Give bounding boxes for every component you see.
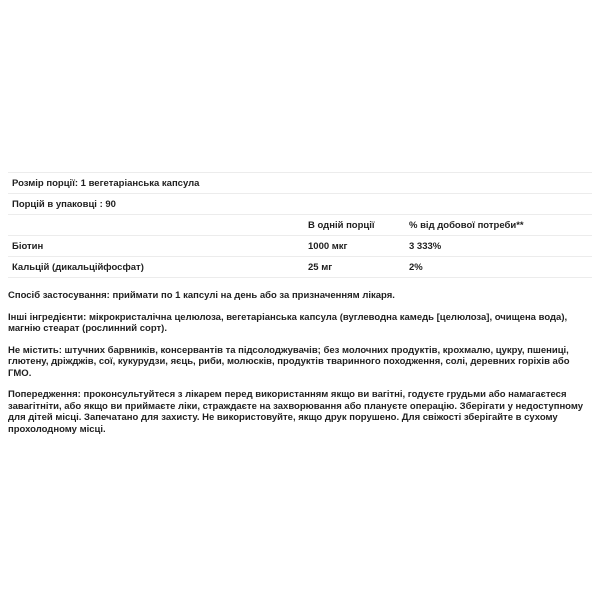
other-ingredients-text: Інші інгредієнти: мікрокристалічна целюлоза, вегетаріанська капсула (вуглеводна камедь [целюлоза], очищена вода), магнію стеарат (рослинний сорт). xyxy=(8,311,568,334)
nutrient-dv: 3 333% xyxy=(405,236,592,257)
nutrient-name: Кальцій (дикальційфосфат) xyxy=(8,257,304,278)
header-daily-value: % від добової потреби** xyxy=(405,215,592,236)
nutrient-name: Біотин xyxy=(8,236,304,257)
warning-text: Попередження: проконсультуйтеся з лікарем перед використанням якщо ви вагітні, годуєте грудьми або намагаєтеся завагітніти, або якщо ви приймаєте ліки, страждаєте на захворювання або плануєте операцію. Зберігати у недоступному для дітей місці. Запечатано для захисту. Не використовуйте, якщо друк порушено. Для свіжості зберігайте в сухому прохолодному місці. xyxy=(8,389,584,435)
free-of-text: Не містить: штучних барвників, консервантів та підсолоджувачів; без молочних продуктів, крохмалю, цукру, пшениці, глютену, дріжджів, сої, кукурудзи, яєць, риби, молюсків, продуктів тваринного походження, солі, деревних горіхів або ГМО. xyxy=(8,344,570,379)
table-row xyxy=(8,257,592,278)
servings-per-container: Порцій в упаковці : 90 xyxy=(8,194,592,215)
nutrient-amount: 1000 мкг xyxy=(304,236,405,257)
header-per-serving: В одній порції xyxy=(304,215,405,236)
servings-per-container-row xyxy=(8,194,592,215)
nutrient-dv: 2% xyxy=(405,257,592,278)
serving-size: Розмір порції: 1 вегетаріанська капсула xyxy=(8,173,592,194)
nutrient-amount: 25 мг xyxy=(304,257,405,278)
header-blank xyxy=(8,215,304,236)
supplement-facts-table xyxy=(8,172,592,278)
supplement-facts-panel xyxy=(8,172,592,445)
serving-size-row xyxy=(8,173,592,194)
table-header-row xyxy=(8,215,592,236)
product-notes xyxy=(8,290,592,435)
usage-text: Спосіб застосування: приймати по 1 капсулі на день або за призначенням лікаря. xyxy=(8,290,395,301)
table-row xyxy=(8,236,592,257)
